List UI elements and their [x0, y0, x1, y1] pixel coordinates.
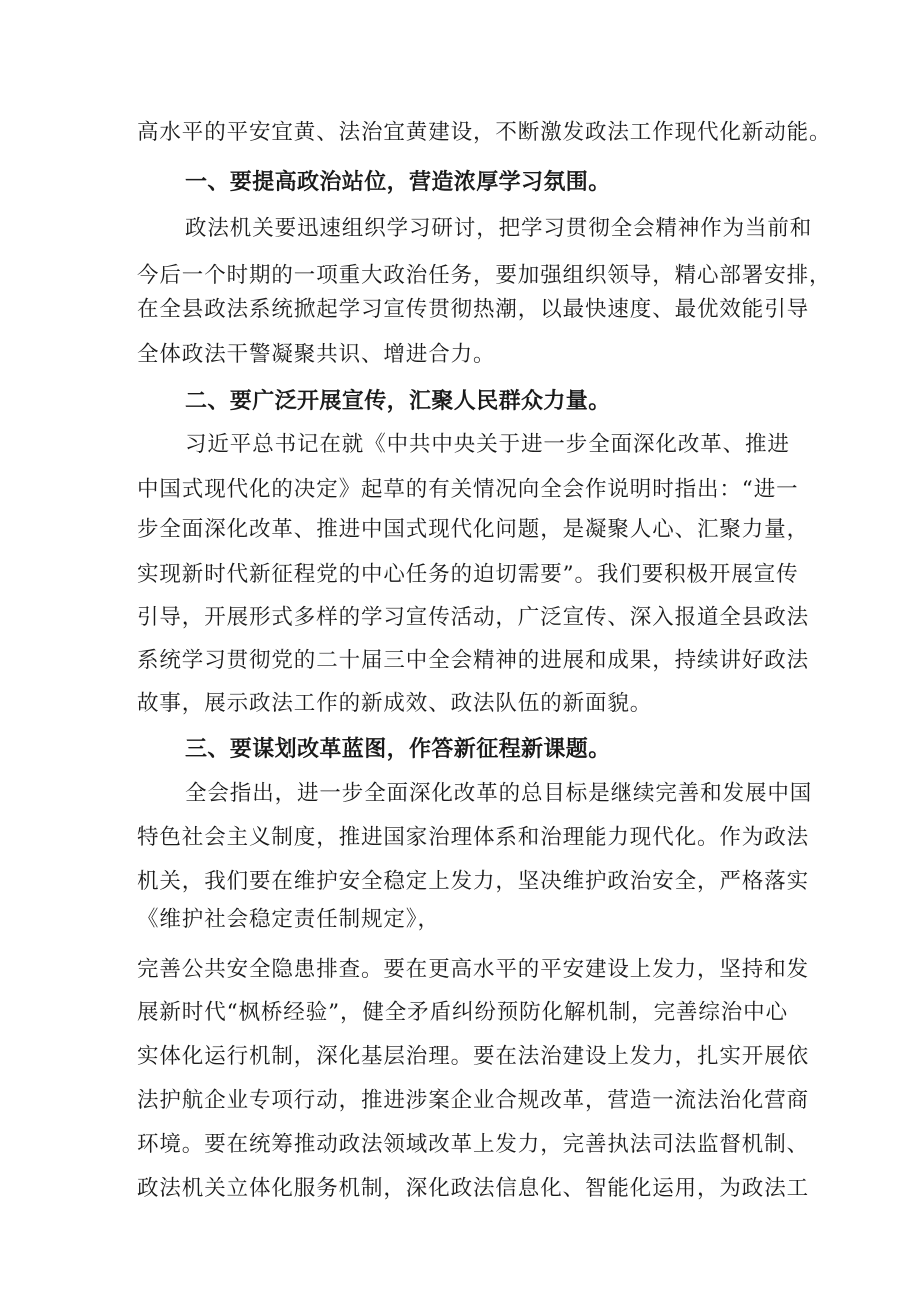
paragraph-line: 政法机关要迅速组织学习研讨，把学习贯彻全会精神作为当前和 [185, 216, 813, 241]
paragraph-line: 实体化运行机制，深化基层治理。要在法治建设上发力，扎实开展依 [137, 1044, 810, 1069]
paragraph-line: 全会指出，进一步全面深化改革的总目标是继续完善和发展中国 [185, 781, 813, 806]
paragraph-line: 系统学习贯彻党的二十届三中全会精神的进展和成果，持续讲好政法 [137, 648, 810, 673]
section-heading-2: 二、要广泛开展宣传，汇聚人民群众力量。 [185, 389, 611, 414]
paragraph-line: 引导，开展形式多样的学习宣传活动，广泛宣传、深入报道全县政法 [137, 605, 810, 630]
paragraph-line: 中国式现代化的决定》起草的有关情况向全会作说明时指出：“进一 [137, 477, 799, 502]
paragraph-line: 高水平的平安宜黄、法治宜黄建设，不断激发政法工作现代化新动能。 [137, 120, 832, 145]
paragraph-line: 习近平总书记在就《中共中央关于进一步全面深化改革、推进 [185, 432, 790, 457]
paragraph-line: 《维护社会稳定责任制规定》， [137, 907, 440, 932]
paragraph-line: 展新时代“枫桥经验”，健全矛盾纠纷预防化解机制，完善综治中心 [137, 1000, 788, 1025]
section-heading-1: 一、要提高政治站位，营造浓厚学习氛围。 [185, 170, 611, 195]
paragraph-line: 环境。要在统筹推动政法领域改革上发力，完善执法司法监督机制、 [137, 1132, 810, 1157]
paragraph-line: 在全县政法系统掀起学习宣传贯彻热潮，以最快速度、最优效能引导 [137, 297, 810, 322]
paragraph-line: 机关，我们要在维护安全稳定上发力，坚决维护政治安全，严格落实 [137, 869, 810, 894]
section-heading-3: 三、要谋划改革蓝图，作答新征程新课题。 [185, 737, 611, 762]
paragraph-line: 实现新时代新征程党的中心任务的迫切需要”。我们要积极开展宣传 [137, 562, 799, 587]
paragraph-line: 全体政法干警凝聚共识、增进合力。 [137, 342, 496, 367]
paragraph-line: 法护航企业专项行动，推进涉案企业合规改革，营造一流法治化营商 [137, 1088, 810, 1113]
paragraph-line: 今后一个时期的一项重大政治任务，要加强组织领导，精心部署安排， [137, 263, 832, 288]
paragraph-line: 故事，展示政法工作的新成效、政法队伍的新面貌。 [137, 691, 653, 716]
paragraph-line: 步全面深化改革、推进中国式现代化问题，是凝聚人心、汇聚力量， [137, 517, 810, 542]
paragraph-line: 政法机关立体化服务机制，深化政法信息化、智能化运用，为政法工 [137, 1176, 810, 1201]
paragraph-line: 完善公共安全隐患排查。要在更高水平的平安建设上发力，坚持和发 [137, 957, 810, 982]
paragraph-line: 特色社会主义制度，推进国家治理体系和治理能力现代化。作为政法 [137, 825, 810, 850]
